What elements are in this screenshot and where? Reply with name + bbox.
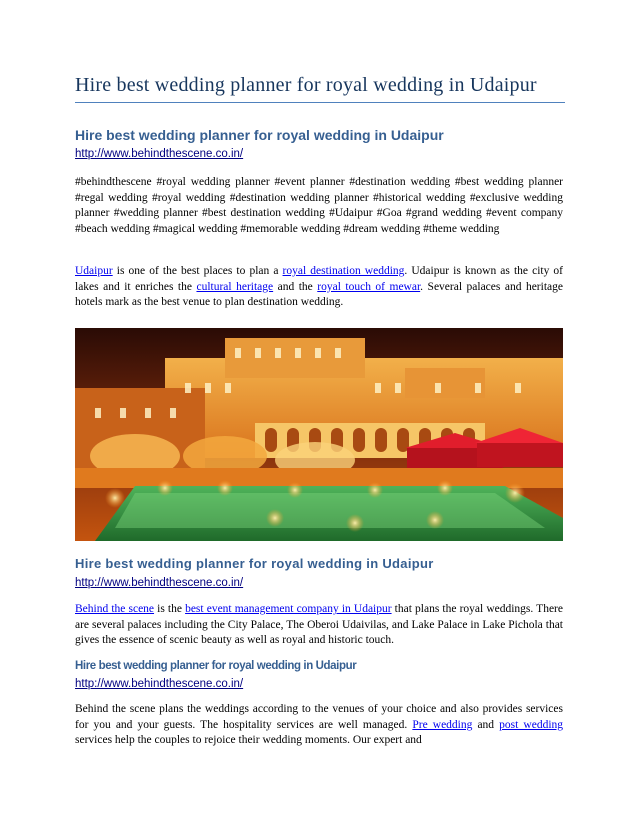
cultural-heritage-link[interactable]: cultural heritage xyxy=(196,280,274,293)
udaipur-link[interactable]: Udaipur xyxy=(75,265,113,277)
royal-touch-of-mewar-link[interactable]: royal touch of mewar xyxy=(317,280,421,293)
section1-url-link[interactable]: http://www.behindthescene.co.in/ xyxy=(75,148,244,160)
section2-url-link[interactable]: http://www.behindthescene.co.in/ xyxy=(75,577,244,589)
pre-wedding-link[interactable]: Pre wedding xyxy=(412,718,473,731)
palace-night-illustration xyxy=(75,328,563,541)
behind-the-scene-paragraph: Behind the scene is the best event management company in Udaipur that plans the royal weddings. There are several palaces including the City Palace, The Oberoi Udaivilas, and Lake Palace in Lake Pichola that gives the essence of scenic beauty as well as royal and historic touch. xyxy=(75,603,563,647)
best-event-management-link[interactable]: best event management company in Udaipur xyxy=(185,603,392,615)
hashtags-paragraph: #behindthescene #royal wedding planner #event planner #destination wedding #best wedding planner #regal wedding #royal wedding #destination wedding planner #historical wedding #exclusive wedding planner #wedding planner #best destination wedding #Udaipur #Goa #grand wedding #event company #beach wedding #magical wedding #memorable wedding #dream wedding #theme wedding xyxy=(75,176,563,235)
section1-heading: Hire best wedding planner for royal wedding in Udaipur xyxy=(75,127,444,143)
section3-url-link[interactable]: http://www.behindthescene.co.in/ xyxy=(75,678,244,690)
page-title: Hire best wedding planner for royal wedding in Udaipur xyxy=(75,74,537,96)
intro-paragraph: Udaipur is one of the best places to plan a royal destination wedding. Udaipur is known as the city of lakes and it enriches the cultural heritage and the royal touch of mewar. Several palaces and heritage hotels mark as the best venue to plan destination wedding. xyxy=(75,265,563,309)
post-wedding-link[interactable]: post wedding xyxy=(499,718,564,731)
section3-heading: Hire best wedding planner for royal wedding in Udaipur xyxy=(75,660,357,672)
palace-wedding-photo xyxy=(75,328,563,541)
title-underline-rule xyxy=(75,102,565,103)
section2-heading: Hire best wedding planner for royal wedding in Udaipur xyxy=(75,556,434,571)
royal-destination-wedding-link[interactable]: royal destination wedding xyxy=(282,265,405,277)
services-paragraph: Behind the scene plans the weddings according to the venues of your choice and also provides services for you and your guests. The hospitality services are well managed. Pre wedding and post wedding services help the couples to rejoice their wedding moments. Our expert and xyxy=(75,703,564,747)
behind-the-scene-link[interactable]: Behind the scene xyxy=(75,603,155,615)
